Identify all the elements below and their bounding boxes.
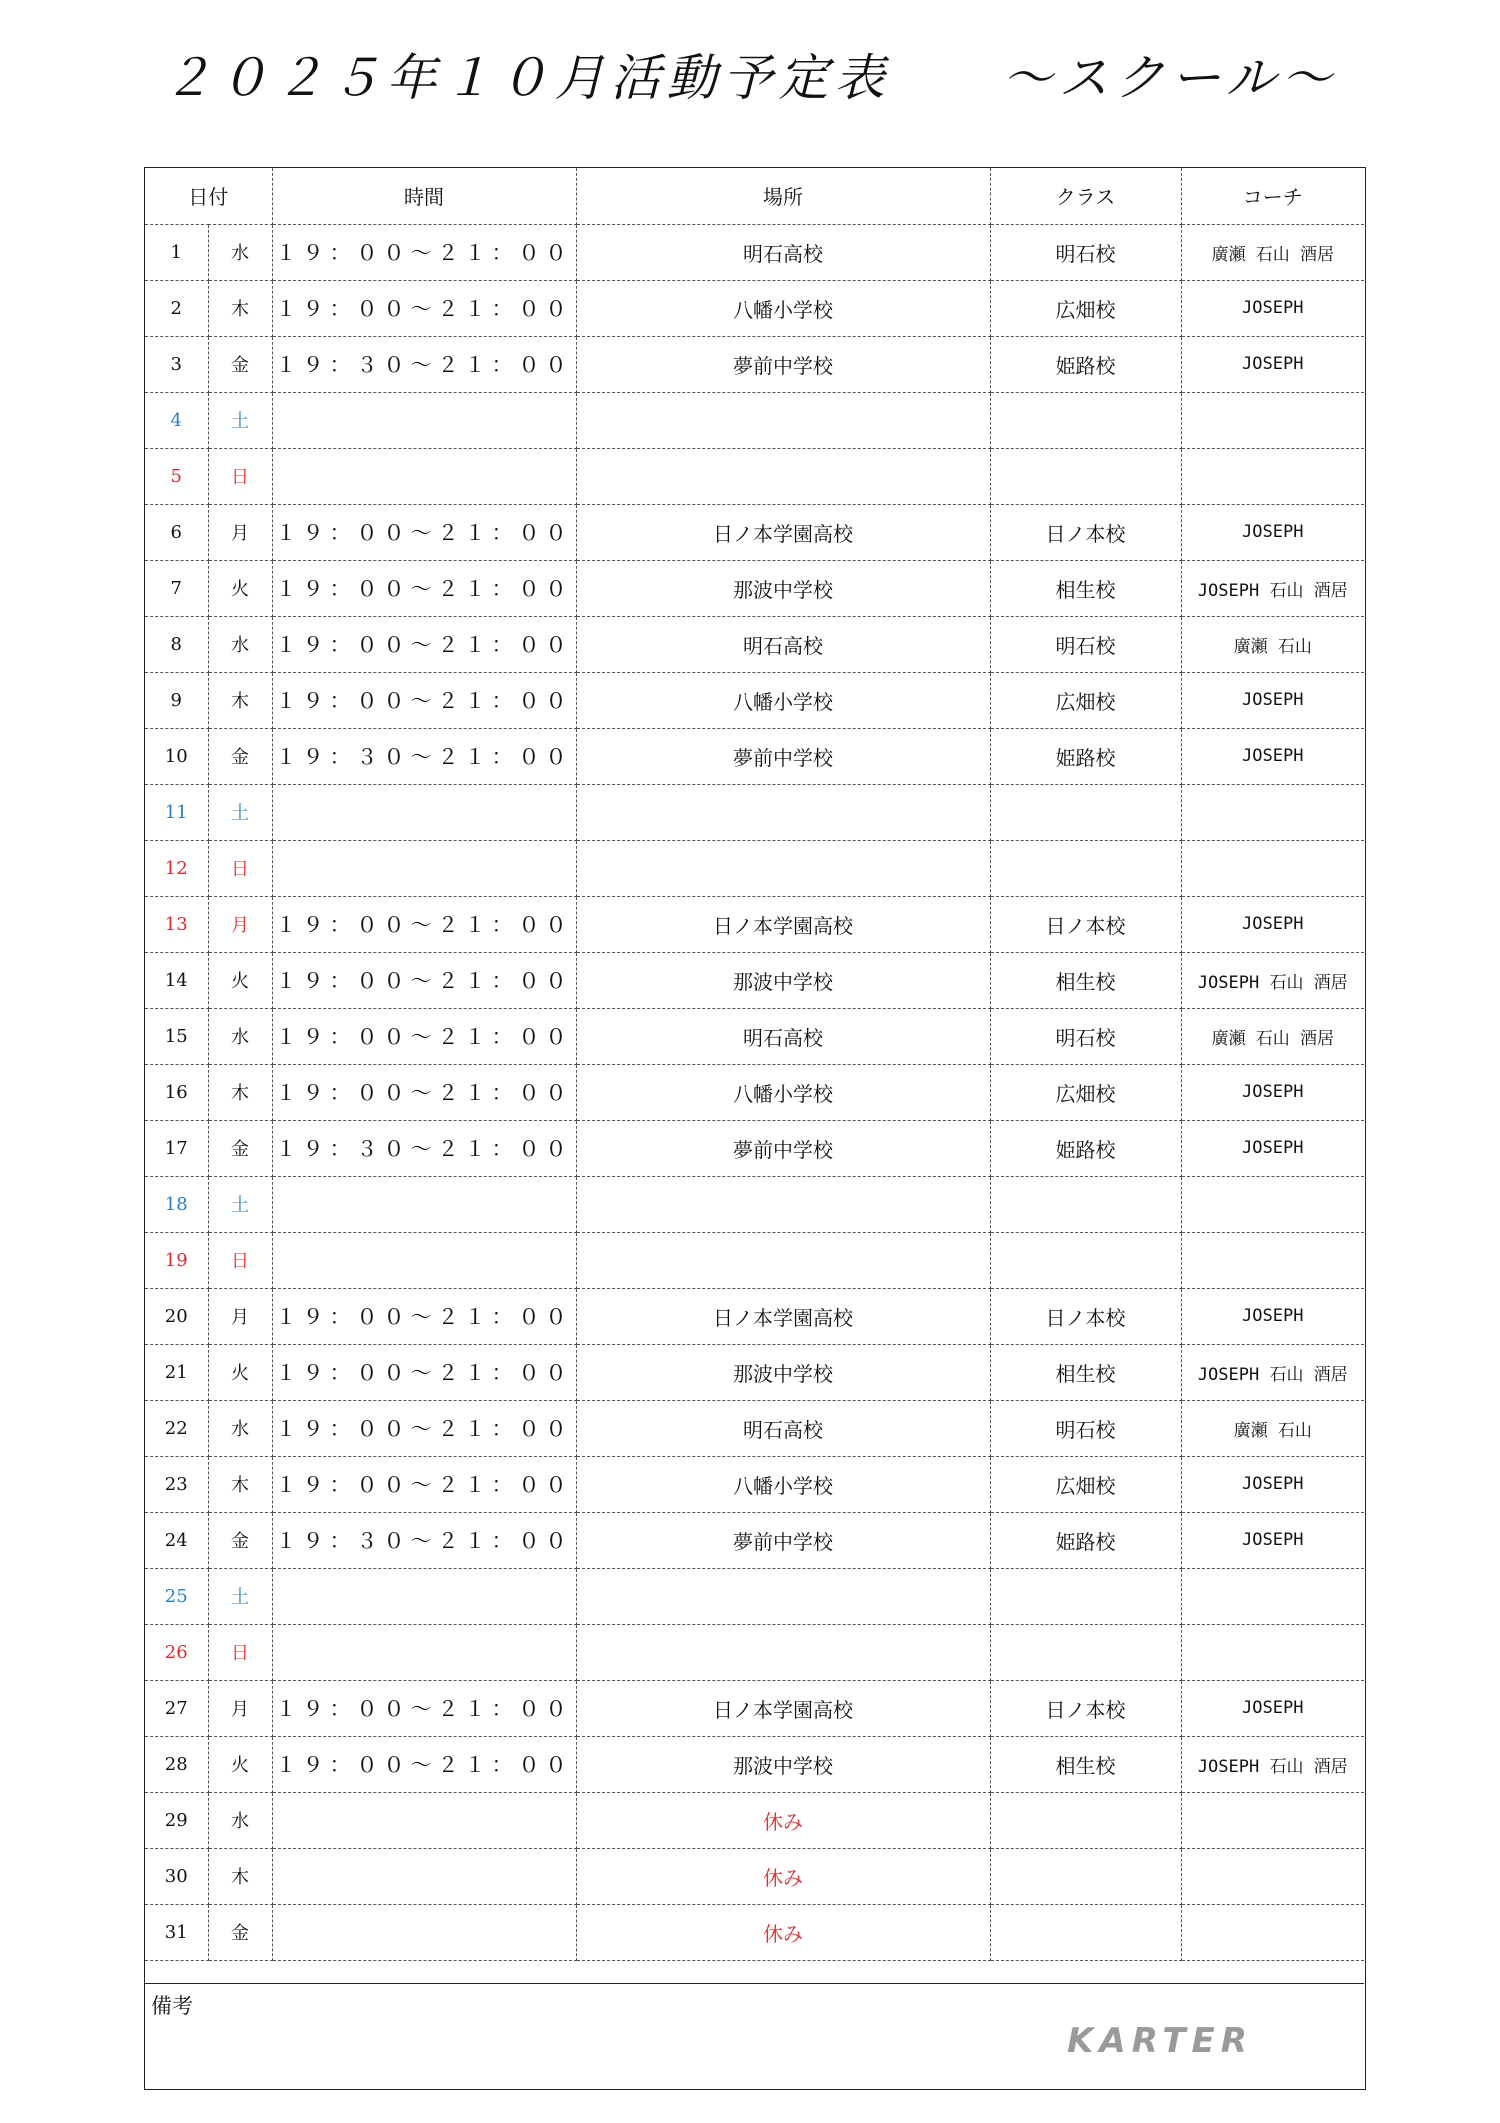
weekday-cell: 木	[208, 1456, 272, 1512]
place-cell	[576, 1624, 990, 1680]
day-cell: 15	[145, 1008, 208, 1064]
table-row	[145, 1120, 1364, 1176]
table-row	[145, 616, 1364, 672]
table-row	[145, 560, 1364, 616]
weekday-cell: 火	[208, 952, 272, 1008]
weekday-cell: 火	[208, 560, 272, 616]
time-cell	[272, 392, 576, 448]
coach-cell	[1181, 1232, 1364, 1288]
table-row	[145, 1512, 1364, 1568]
weekday-cell: 水	[208, 1792, 272, 1848]
weekday-cell: 日	[208, 840, 272, 896]
weekday-cell: 金	[208, 728, 272, 784]
weekday-cell: 月	[208, 1680, 272, 1736]
time-cell: １９：００～２１：００	[272, 1400, 576, 1456]
class-cell	[990, 1624, 1181, 1680]
weekday-cell: 水	[208, 224, 272, 280]
table-row	[145, 952, 1364, 1008]
class-cell	[990, 1792, 1181, 1848]
table-row	[145, 1792, 1364, 1848]
day-cell: 7	[145, 560, 208, 616]
time-cell	[272, 1568, 576, 1624]
time-cell: １９：００～２１：００	[272, 1288, 576, 1344]
remarks-label: 備考	[151, 1994, 193, 2018]
karter-logo-text: KARTER	[1067, 2024, 1253, 2056]
karter-logo	[1015, 2024, 1305, 2056]
class-cell	[990, 784, 1181, 840]
coach-cell: JOSEPH	[1181, 1288, 1364, 1344]
table-row	[145, 1288, 1364, 1344]
coach-cell	[1181, 1904, 1364, 1960]
table-row	[145, 1624, 1364, 1680]
day-cell: 17	[145, 1120, 208, 1176]
weekday-cell: 火	[208, 1736, 272, 1792]
weekday-cell: 木	[208, 672, 272, 728]
class-cell: 広畑校	[990, 1456, 1181, 1512]
weekday-cell: 水	[208, 1008, 272, 1064]
place-cell	[576, 840, 990, 896]
day-cell: 20	[145, 1288, 208, 1344]
day-cell: 13	[145, 896, 208, 952]
time-cell	[272, 1232, 576, 1288]
day-cell: 27	[145, 1680, 208, 1736]
weekday-cell: 土	[208, 784, 272, 840]
time-cell: １９：００～２１：００	[272, 280, 576, 336]
time-cell: １９：３０～２１：００	[272, 1512, 576, 1568]
coach-cell: JOSEPH	[1181, 1456, 1364, 1512]
coach-cell: 廣瀬 石山 酒居	[1181, 224, 1364, 280]
day-cell: 29	[145, 1792, 208, 1848]
time-cell: １９：３０～２１：００	[272, 1120, 576, 1176]
coach-cell: JOSEPH 石山 酒居	[1181, 1344, 1364, 1400]
table-row	[145, 1848, 1364, 1904]
place-cell: 明石高校	[576, 1008, 990, 1064]
time-cell: １９：００～２１：００	[272, 504, 576, 560]
day-cell: 11	[145, 784, 208, 840]
class-cell: 相生校	[990, 1736, 1181, 1792]
coach-cell: JOSEPH 石山 酒居	[1181, 560, 1364, 616]
coach-cell: JOSEPH	[1181, 1680, 1364, 1736]
class-cell: 明石校	[990, 224, 1181, 280]
class-cell: 日ノ本校	[990, 1288, 1181, 1344]
time-cell: １９：００～２１：００	[272, 1064, 576, 1120]
header-class: クラス	[990, 168, 1181, 224]
table-row	[145, 1400, 1364, 1456]
weekday-cell: 土	[208, 1568, 272, 1624]
time-cell: １９：００～２１：００	[272, 896, 576, 952]
day-cell: 28	[145, 1736, 208, 1792]
time-cell	[272, 1848, 576, 1904]
place-cell: 那波中学校	[576, 1736, 990, 1792]
coach-cell	[1181, 1176, 1364, 1232]
coach-cell: JOSEPH	[1181, 280, 1364, 336]
class-cell	[990, 392, 1181, 448]
coach-cell: 廣瀬 石山	[1181, 616, 1364, 672]
coach-cell: JOSEPH 石山 酒居	[1181, 952, 1364, 1008]
place-cell	[576, 1232, 990, 1288]
time-cell	[272, 1792, 576, 1848]
header-place: 場所	[576, 168, 990, 224]
day-cell: 2	[145, 280, 208, 336]
place-cell: 那波中学校	[576, 560, 990, 616]
day-cell: 26	[145, 1624, 208, 1680]
day-cell: 5	[145, 448, 208, 504]
place-cell: 日ノ本学園高校	[576, 1288, 990, 1344]
coach-cell: JOSEPH	[1181, 1064, 1364, 1120]
place-cell: 明石高校	[576, 616, 990, 672]
time-cell	[272, 840, 576, 896]
class-cell: 日ノ本校	[990, 896, 1181, 952]
weekday-cell: 日	[208, 1232, 272, 1288]
coach-cell: JOSEPH	[1181, 1512, 1364, 1568]
class-cell	[990, 1568, 1181, 1624]
place-cell	[576, 448, 990, 504]
table-row	[145, 1008, 1364, 1064]
class-cell: 姫路校	[990, 1120, 1181, 1176]
place-cell	[576, 1568, 990, 1624]
class-cell	[990, 1176, 1181, 1232]
day-cell: 6	[145, 504, 208, 560]
coach-cell: JOSEPH	[1181, 672, 1364, 728]
weekday-cell: 木	[208, 1848, 272, 1904]
weekday-cell: 水	[208, 616, 272, 672]
weekday-cell: 月	[208, 1288, 272, 1344]
table-row	[145, 336, 1364, 392]
coach-cell	[1181, 784, 1364, 840]
place-cell: 那波中学校	[576, 1344, 990, 1400]
day-cell: 12	[145, 840, 208, 896]
coach-cell	[1181, 1624, 1364, 1680]
weekday-cell: 日	[208, 448, 272, 504]
coach-cell: JOSEPH	[1181, 896, 1364, 952]
place-cell: 日ノ本学園高校	[576, 896, 990, 952]
class-cell: 広畑校	[990, 1064, 1181, 1120]
class-cell: 相生校	[990, 952, 1181, 1008]
day-cell: 19	[145, 1232, 208, 1288]
time-cell: １９：００～２１：００	[272, 560, 576, 616]
table-row	[145, 1736, 1364, 1792]
time-cell: １９：３０～２１：００	[272, 728, 576, 784]
place-cell: 休み	[576, 1904, 990, 1960]
weekday-cell: 土	[208, 392, 272, 448]
table-row	[145, 840, 1364, 896]
weekday-cell: 木	[208, 280, 272, 336]
place-cell	[576, 392, 990, 448]
time-cell	[272, 1624, 576, 1680]
coach-cell: 廣瀬 石山	[1181, 1400, 1364, 1456]
weekday-cell: 木	[208, 1064, 272, 1120]
coach-cell: JOSEPH	[1181, 504, 1364, 560]
table-row	[145, 896, 1364, 952]
table-row	[145, 392, 1364, 448]
time-cell: １９：００～２１：００	[272, 616, 576, 672]
coach-cell: JOSEPH	[1181, 1120, 1364, 1176]
day-cell: 3	[145, 336, 208, 392]
day-cell: 25	[145, 1568, 208, 1624]
place-cell: 那波中学校	[576, 952, 990, 1008]
place-cell: 明石高校	[576, 224, 990, 280]
time-cell: １９：００～２１：００	[272, 952, 576, 1008]
time-cell: １９：００～２１：００	[272, 224, 576, 280]
place-cell: 夢前中学校	[576, 1512, 990, 1568]
class-cell	[990, 1904, 1181, 1960]
place-cell	[576, 784, 990, 840]
time-cell: １９：００～２１：００	[272, 672, 576, 728]
class-cell: 姫路校	[990, 1512, 1181, 1568]
remarks-box	[145, 1983, 1364, 2089]
time-cell: １９：００～２１：００	[272, 1736, 576, 1792]
table-row	[145, 784, 1364, 840]
coach-cell	[1181, 1848, 1364, 1904]
table-row	[145, 1344, 1364, 1400]
day-cell: 30	[145, 1848, 208, 1904]
table-row	[145, 1064, 1364, 1120]
table-row	[145, 672, 1364, 728]
coach-cell: 廣瀬 石山 酒居	[1181, 1008, 1364, 1064]
weekday-cell: 火	[208, 1344, 272, 1400]
table-row	[145, 1568, 1364, 1624]
weekday-cell: 金	[208, 1512, 272, 1568]
place-cell: 休み	[576, 1848, 990, 1904]
table-header-row	[145, 168, 1364, 224]
time-cell: １９：００～２１：００	[272, 1456, 576, 1512]
class-cell	[990, 1232, 1181, 1288]
time-cell	[272, 784, 576, 840]
place-cell: 日ノ本学園高校	[576, 1680, 990, 1736]
table-row	[145, 448, 1364, 504]
weekday-cell: 月	[208, 504, 272, 560]
schedule-sheet	[144, 167, 1366, 2090]
place-cell: 休み	[576, 1792, 990, 1848]
time-cell	[272, 1176, 576, 1232]
coach-cell: JOSEPH	[1181, 728, 1364, 784]
place-cell: 夢前中学校	[576, 1120, 990, 1176]
header-time: 時間	[272, 168, 576, 224]
weekday-cell: 金	[208, 1120, 272, 1176]
weekday-cell: 金	[208, 1904, 272, 1960]
class-cell	[990, 840, 1181, 896]
coach-cell: JOSEPH	[1181, 336, 1364, 392]
day-cell: 21	[145, 1344, 208, 1400]
time-cell: １９：００～２１：００	[272, 1680, 576, 1736]
place-cell: 八幡小学校	[576, 1456, 990, 1512]
class-cell: 広畑校	[990, 672, 1181, 728]
place-cell: 八幡小学校	[576, 672, 990, 728]
coach-cell	[1181, 840, 1364, 896]
day-cell: 18	[145, 1176, 208, 1232]
coach-cell	[1181, 1792, 1364, 1848]
page-title: ２０２５年１０月活動予定表 ～スクール～	[162, 49, 1338, 107]
place-cell: 日ノ本学園高校	[576, 504, 990, 560]
weekday-cell: 金	[208, 336, 272, 392]
class-cell	[990, 1848, 1181, 1904]
day-cell: 8	[145, 616, 208, 672]
table-row	[145, 1456, 1364, 1512]
coach-cell	[1181, 448, 1364, 504]
table-row	[145, 280, 1364, 336]
class-cell: 日ノ本校	[990, 1680, 1181, 1736]
day-cell: 4	[145, 392, 208, 448]
header-date: 日付	[145, 168, 272, 224]
coach-cell	[1181, 392, 1364, 448]
table-row	[145, 1680, 1364, 1736]
day-cell: 23	[145, 1456, 208, 1512]
day-cell: 24	[145, 1512, 208, 1568]
class-cell: 姫路校	[990, 336, 1181, 392]
class-cell: 広畑校	[990, 280, 1181, 336]
place-cell: 八幡小学校	[576, 280, 990, 336]
place-cell	[576, 1176, 990, 1232]
class-cell: 明石校	[990, 616, 1181, 672]
class-cell: 明石校	[990, 1400, 1181, 1456]
table-row	[145, 224, 1364, 280]
day-cell: 9	[145, 672, 208, 728]
coach-cell: JOSEPH 石山 酒居	[1181, 1736, 1364, 1792]
time-cell: １９：００～２１：００	[272, 1344, 576, 1400]
time-cell	[272, 448, 576, 504]
day-cell: 31	[145, 1904, 208, 1960]
place-cell: 夢前中学校	[576, 728, 990, 784]
class-cell	[990, 448, 1181, 504]
weekday-cell: 日	[208, 1624, 272, 1680]
class-cell: 相生校	[990, 1344, 1181, 1400]
time-cell	[272, 1904, 576, 1960]
header-coach: コーチ	[1181, 168, 1364, 224]
table-row	[145, 1232, 1364, 1288]
time-cell: １９：３０～２１：００	[272, 336, 576, 392]
place-cell: 八幡小学校	[576, 1064, 990, 1120]
coach-cell	[1181, 1568, 1364, 1624]
class-cell: 相生校	[990, 560, 1181, 616]
table-row	[145, 1176, 1364, 1232]
day-cell: 1	[145, 224, 208, 280]
day-cell: 22	[145, 1400, 208, 1456]
table-row	[145, 504, 1364, 560]
table-row	[145, 728, 1364, 784]
place-cell: 夢前中学校	[576, 336, 990, 392]
schedule-table	[145, 168, 1364, 1961]
day-cell: 10	[145, 728, 208, 784]
place-cell: 明石高校	[576, 1400, 990, 1456]
weekday-cell: 月	[208, 896, 272, 952]
table-row	[145, 1904, 1364, 1960]
day-cell: 14	[145, 952, 208, 1008]
weekday-cell: 土	[208, 1176, 272, 1232]
time-cell: １９：００～２１：００	[272, 1008, 576, 1064]
day-cell: 16	[145, 1064, 208, 1120]
class-cell: 明石校	[990, 1008, 1181, 1064]
class-cell: 姫路校	[990, 728, 1181, 784]
class-cell: 日ノ本校	[990, 504, 1181, 560]
weekday-cell: 水	[208, 1400, 272, 1456]
